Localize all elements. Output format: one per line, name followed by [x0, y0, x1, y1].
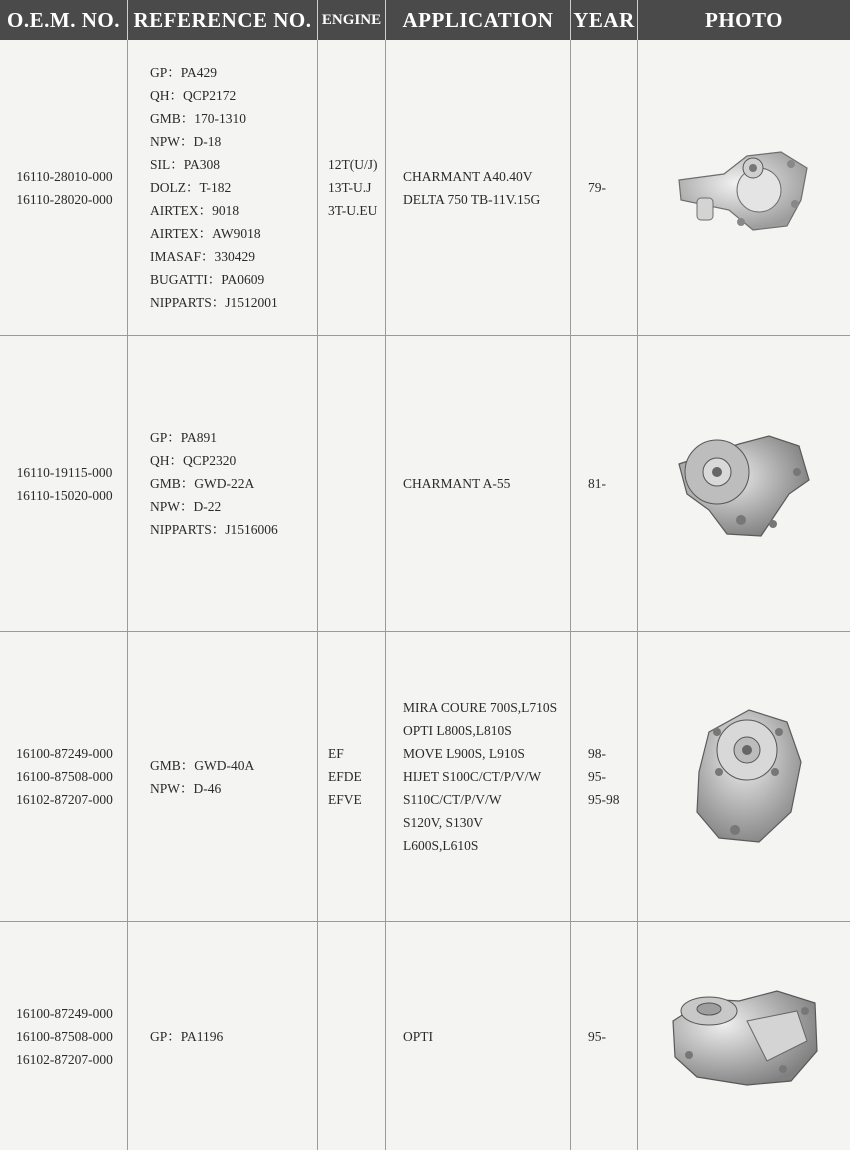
photo-cell — [638, 40, 850, 335]
application-text: CHARMANT A-55 — [403, 476, 511, 491]
application-cell — [386, 632, 571, 921]
reference-cell — [128, 336, 318, 631]
water-pump-photo-icon — [669, 424, 819, 544]
table-row — [0, 40, 850, 336]
reference-cell — [128, 922, 318, 1150]
photo-cell — [638, 922, 850, 1150]
year-cell — [571, 40, 638, 335]
engine-code: EF — [328, 746, 344, 761]
reference-number: GP：PA891 — [150, 430, 218, 445]
reference-number: NPW：D-22 — [150, 499, 222, 514]
header-year: YEAR — [571, 0, 638, 40]
reference-cell — [128, 632, 318, 921]
oem-number: 16102-87207-000 — [16, 1051, 113, 1067]
engine-code: EFDE — [328, 769, 362, 784]
photo-cell — [638, 632, 850, 921]
oem-number: 16100-87508-000 — [16, 1028, 113, 1044]
year-text: 81- — [588, 476, 606, 491]
oem-number: 16110-28010-000 — [16, 168, 113, 184]
year-text: 95- — [588, 769, 606, 784]
application-text: MOVE L900S, L910S — [403, 746, 525, 761]
engine-code: 3T-U.EU — [328, 203, 378, 218]
oem-number: 16110-19115-000 — [16, 464, 113, 480]
application-text: DELTA 750 TB-11V.15G — [403, 191, 541, 207]
reference-number: NIPPARTS：J1512001 — [150, 295, 278, 310]
header-application: APPLICATION — [386, 0, 571, 40]
water-pump-photo-icon — [667, 981, 822, 1091]
oem-cell — [0, 40, 128, 335]
header-reference: REFERENCE NO. — [128, 0, 318, 40]
water-pump-photo-icon — [669, 138, 819, 238]
application-text: OPTI — [403, 1028, 433, 1044]
year-text: 95-98 — [588, 792, 620, 807]
application-text: S120V, S130V — [403, 815, 484, 830]
reference-number: NPW：D-46 — [150, 780, 222, 796]
year-cell — [571, 336, 638, 631]
application-text: HIJET S100C/CT/P/V/W — [403, 769, 542, 784]
reference-number: BUGATTI：PA0609 — [150, 272, 265, 287]
oem-number: 16110-15020-000 — [16, 487, 113, 503]
table-body — [0, 40, 850, 1150]
application-text: OPTI L800S,L810S — [403, 723, 512, 738]
application-text: MIRA COURE 700S,L710S — [403, 700, 558, 715]
reference-number: AIRTEX：9018 — [150, 203, 240, 218]
table-header — [0, 0, 850, 40]
oem-number: 16100-87249-000 — [16, 1005, 113, 1021]
application-cell — [386, 336, 571, 631]
year-text: 79- — [588, 180, 606, 195]
table-row — [0, 632, 850, 922]
engine-code: EFVE — [328, 792, 362, 807]
reference-number: GMB：170-1310 — [150, 111, 247, 126]
oem-number: 16110-28020-000 — [16, 191, 113, 207]
year-text: 98- — [588, 746, 606, 761]
application-text: S110C/CT/P/V/W — [403, 792, 502, 807]
reference-number: AIRTEX：AW9018 — [150, 226, 261, 241]
header-photo: PHOTO — [705, 7, 783, 32]
water-pump-photo-icon — [679, 702, 809, 852]
reference-number: NIPPARTS：J1516006 — [150, 522, 278, 537]
engine-cell — [318, 922, 386, 1150]
year-cell — [571, 922, 638, 1150]
oem-cell — [0, 922, 128, 1150]
reference-number: QH：QCP2320 — [150, 453, 237, 468]
application-text: L600S,L610S — [403, 838, 479, 853]
engine-cell — [318, 632, 386, 921]
table-row — [0, 922, 850, 1150]
application-text: CHARMANT A40.40V — [403, 168, 533, 184]
reference-number: SIL：PA308 — [150, 157, 221, 172]
oem-number: 16100-87508-000 — [16, 769, 113, 784]
engine-code: 12T(U/J) — [328, 157, 378, 172]
year-text: 95- — [588, 1028, 606, 1044]
reference-number: GP：PA1196 — [150, 1028, 224, 1044]
oem-cell — [0, 336, 128, 631]
header-engine: ENGINE — [318, 0, 386, 40]
engine-code: 13T-U.J — [328, 180, 372, 195]
reference-number: GMB：GWD-22A — [150, 476, 255, 491]
photo-cell — [638, 336, 850, 631]
reference-number: QH：QCP2172 — [150, 88, 237, 103]
oem-number: 16102-87207-000 — [16, 792, 113, 807]
table-row — [0, 336, 850, 632]
engine-cell — [318, 40, 386, 335]
reference-number: GMB：GWD-40A — [150, 757, 255, 773]
reference-number: GP：PA429 — [150, 65, 218, 80]
application-cell — [386, 922, 571, 1150]
reference-cell — [128, 40, 318, 335]
oem-number: 16100-87249-000 — [16, 746, 113, 761]
engine-cell — [318, 336, 386, 631]
reference-number: NPW：D-18 — [150, 134, 222, 149]
reference-number: DOLZ：T-182 — [150, 180, 232, 195]
year-cell — [571, 632, 638, 921]
reference-number: IMASAF：330429 — [150, 249, 256, 264]
oem-cell — [0, 632, 128, 921]
application-cell — [386, 40, 571, 335]
header-oem: O.E.M. NO. — [0, 0, 128, 40]
